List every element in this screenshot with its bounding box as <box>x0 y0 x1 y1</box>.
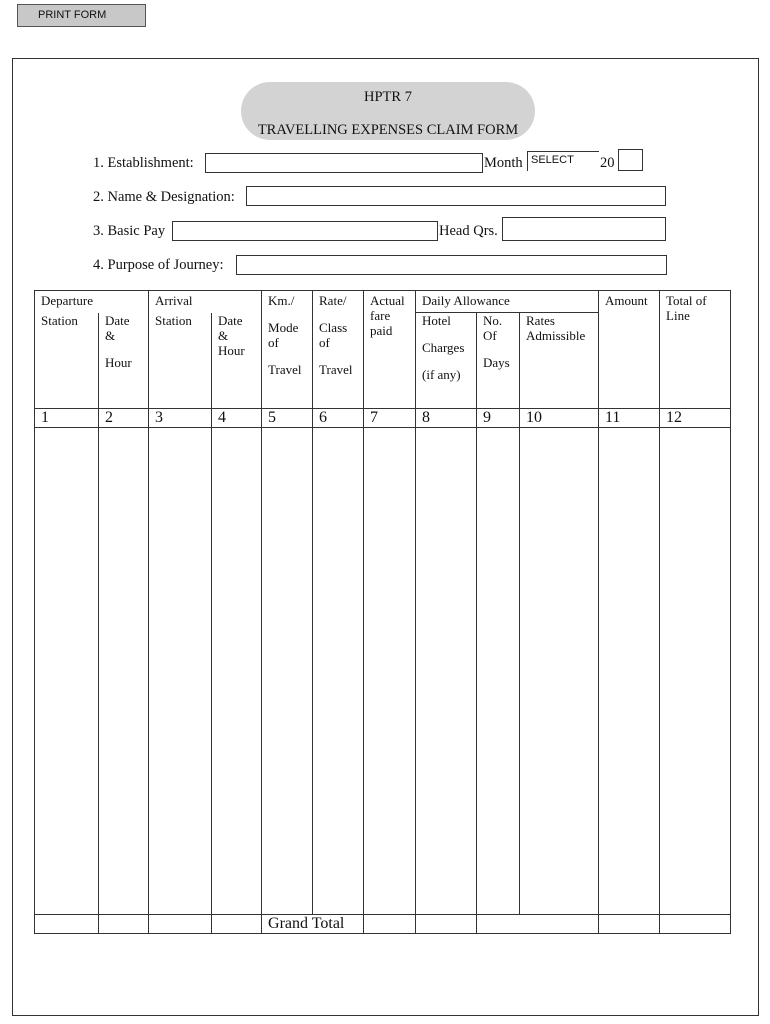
col-num: 1 <box>35 409 99 428</box>
dep-date-2: & <box>105 327 116 343</box>
entry-cell-10[interactable] <box>520 428 599 915</box>
name-designation-label: 2. Name & Designation: <box>93 189 235 205</box>
total-cell-11[interactable] <box>599 915 660 934</box>
claim-table <box>34 290 731 934</box>
total-cell-7[interactable] <box>364 915 416 934</box>
rate-class-header <box>313 291 364 409</box>
entry-cell-1[interactable] <box>35 428 99 915</box>
entry-cell-5[interactable] <box>262 428 313 915</box>
column-number-row <box>35 409 731 428</box>
arr-date-1: Date <box>218 312 243 328</box>
rate-text: Rate/ <box>319 293 347 308</box>
entry-row <box>35 428 731 915</box>
hotel-charges-header <box>416 313 477 409</box>
entry-cell-11[interactable] <box>599 428 660 915</box>
col-num: 9 <box>477 409 520 428</box>
hotel-1: Hotel <box>422 313 451 328</box>
rates-2: Admissible <box>526 328 586 343</box>
col-num: 12 <box>660 409 731 428</box>
print-form-button[interactable]: PRINT FORM <box>17 4 146 27</box>
amount-header: Amount <box>599 291 660 409</box>
establishment-field[interactable] <box>205 153 483 173</box>
col-num: 6 <box>313 409 364 428</box>
grand-total-row <box>35 915 731 934</box>
col-num: 10 <box>520 409 599 428</box>
dep-station-header: Station <box>35 313 99 409</box>
total-text-2: Line <box>666 308 690 323</box>
departure-header: Departure <box>35 291 149 313</box>
actual-text-1: Actual <box>370 293 405 308</box>
class-text-3: Travel <box>319 362 353 377</box>
total-cell-8[interactable] <box>416 915 477 934</box>
basic-pay-field[interactable] <box>172 221 438 241</box>
col-num: 5 <box>262 409 313 428</box>
class-text-1: Class <box>319 320 348 335</box>
km-text: Km./ <box>268 293 295 308</box>
arr-date-3: Hour <box>218 342 245 358</box>
col-num: 4 <box>212 409 262 428</box>
total-cell-12[interactable] <box>660 915 731 934</box>
days-2: Of <box>483 328 497 343</box>
hotel-3: (if any) <box>422 367 461 382</box>
dep-date-1: Date <box>105 312 130 328</box>
arr-date-2: & <box>218 327 229 343</box>
days-3: Days <box>483 355 510 370</box>
total-line-header <box>660 291 731 409</box>
basic-pay-label: 3. Basic Pay <box>93 223 166 239</box>
col-num: 2 <box>99 409 149 428</box>
entry-cell-4[interactable] <box>212 428 262 915</box>
month-select[interactable]: SELECT <box>527 151 599 171</box>
days-header <box>477 313 520 409</box>
year-prefix: 20 <box>600 155 615 171</box>
actual-fare-header <box>364 291 416 409</box>
head-qrs-field[interactable] <box>502 217 666 241</box>
col-num: 3 <box>149 409 212 428</box>
class-text-2: of <box>319 335 330 350</box>
purpose-field[interactable] <box>236 255 667 275</box>
establishment-label: 1. Establishment: <box>93 155 194 171</box>
head-qrs-label: Head Qrs. <box>439 223 498 239</box>
year-field[interactable] <box>618 149 643 171</box>
actual-text-2: fare <box>370 308 391 323</box>
month-label: Month <box>484 155 523 171</box>
entry-cell-12[interactable] <box>660 428 731 915</box>
form-title: TRAVELLING EXPENSES CLAIM FORM <box>257 122 519 138</box>
entry-cell-6[interactable] <box>313 428 364 915</box>
rates-admissible-header <box>520 313 599 409</box>
grand-total-label: Grand Total <box>262 915 364 934</box>
dep-date-3: Hour <box>105 354 132 370</box>
entry-cell-9[interactable] <box>477 428 520 915</box>
total-cell-4[interactable] <box>212 915 262 934</box>
form-title-banner <box>241 82 535 140</box>
total-cell-2[interactable] <box>99 915 149 934</box>
arr-date-header <box>212 313 262 409</box>
total-cell-1[interactable] <box>35 915 99 934</box>
entry-cell-8[interactable] <box>416 428 477 915</box>
col-num: 8 <box>416 409 477 428</box>
purpose-label: 4. Purpose of Journey: <box>93 257 224 273</box>
km-mode-header <box>262 291 313 409</box>
mode-text-2: of <box>268 335 279 350</box>
daily-allowance-header: Daily Allowance <box>416 291 599 313</box>
form-code: HPTR 7 <box>364 89 412 105</box>
rates-1: Rates <box>526 313 555 328</box>
col-num: 11 <box>599 409 660 428</box>
entry-cell-7[interactable] <box>364 428 416 915</box>
mode-text-3: Travel <box>268 362 302 377</box>
entry-cell-2[interactable] <box>99 428 149 915</box>
hotel-2: Charges <box>422 340 465 355</box>
total-cell-9[interactable] <box>477 915 599 934</box>
entry-cell-3[interactable] <box>149 428 212 915</box>
arrival-header: Arrival <box>149 291 262 313</box>
col-num: 7 <box>364 409 416 428</box>
total-text-1: Total of <box>666 293 707 308</box>
mode-text-1: Mode <box>268 320 299 335</box>
days-1: No. <box>483 313 503 328</box>
total-cell-3[interactable] <box>149 915 212 934</box>
arr-station-header: Station <box>149 313 212 409</box>
actual-text-3: paid <box>370 323 393 338</box>
name-designation-field[interactable] <box>246 186 666 206</box>
dep-date-header <box>99 313 149 409</box>
